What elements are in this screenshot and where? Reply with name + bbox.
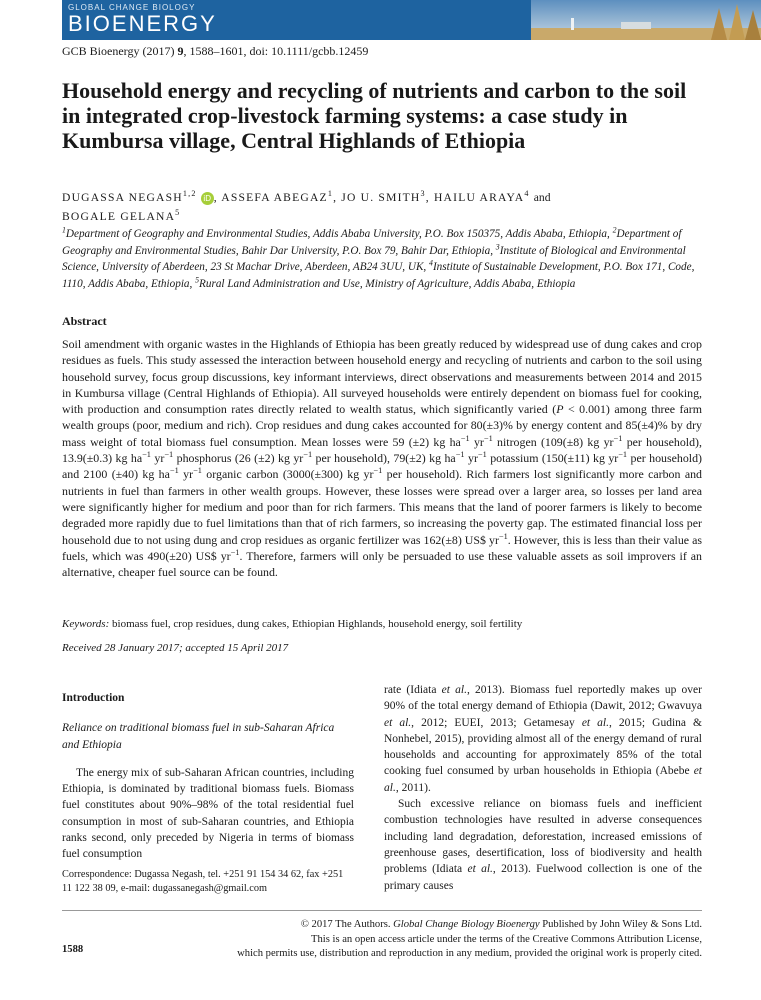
author-list: DUGASSA NEGASH$^{1,2}$ iD , ASSEFA ABEGAZ$^1$, JO U. SMITH$^3$, HAILU ARAYA$^4$ and BOGALE GELANA$^5$ bbox=[62, 189, 551, 223]
affiliation: Institute of Biological and Environmental Science, University of Aberdeen, 23 St Machar Drive, Aberdeen, AB24 3UU, UK, bbox=[62, 244, 686, 274]
received-dates: Received 28 January 2017; accepted 15 April 2017 bbox=[62, 642, 289, 654]
citation-prefix: GCB Bioenergy (2017) bbox=[62, 44, 178, 58]
author-name: JO U. SMITH bbox=[341, 191, 421, 204]
page-number: 1588 bbox=[62, 944, 84, 955]
article-title: Household energy and recycling of nutrients and carbon to the soil in integrated crop-livestock farming systems: a case study in Kumbursa village, Central Highlands of Ethiopia bbox=[62, 78, 687, 153]
citation-volume: 9 bbox=[177, 44, 184, 58]
abstract-body: Soil amendment with organic wastes in the Highlands of Ethiopia has been greatly reduced by widespread use of dung cakes and crop residues as fuels. This study assessed the interaction between household energy and recycling of nutrients and carbon to the soil using household survey, focus group discussions, key informant interviews, direct observations and measurements between 2014 and 2015 in Kumbursa village (Central Highlands of Ethiopia). All surveyed households were entirely dependent on biomass fuel for cooking, with production and consumption rates directly related to wealth status, which significantly varied (P < 0.001) among three farm wealth groups (poor, medium and rich). Crop residues and dung cakes accounted for 80(±3)% by energy content and 85(±4)% by dry mass weight of total biomass fuel consumption. Mean losses were 59 (±2) kg $ha^{-1}$ $yr^{-1}$ nitrogen (109(±8) kg $yr^{-1}$ per household), 13.9(±0.3) kg $ha^{-1}$ $yr^{-1}$ phosphorus (26 (±2) kg $yr^{-1}$ per household), 79(±2) kg $ha^{-1}$ $yr^{-1}$ potassium (150(±11) kg $yr^{-1}$ per household) and 2100 (±40) kg $ha^{-1}$ $yr^{-1}$ organic carbon (3000(±300) kg $yr^{-1}$ per household). Rich farmers lost significantly more carbon and nutrients in fuel than farmers in other wealth groups. However, these losses were spread over a larger area, so losses per land area were significantly higher for medium and poor than for rich farmers. This means that the land of poorer farmers is likely to become degraded more rapidly due to fuel limitations than that of rich farmers, so increasing the poverty gap. The estimated financial loss per household due to not using dung and crop residues as organic fertilizer was 162(±8) US$ $yr^{-1}$. However, this is less than their value as fuels, which was 490(±20) US$ $yr^{-1}$. Therefore, farmers will only be persuaded to use these valuable assets as soil improvers if an alternative, cheaper fuel source can be found. bbox=[62, 337, 702, 580]
affil-mark: 4 bbox=[429, 258, 433, 268]
author-affil-mark: 4 bbox=[524, 189, 530, 199]
keywords bbox=[62, 618, 702, 630]
journal-banner-subtitle: GLOBAL CHANGE BIOLOGY bbox=[68, 3, 196, 12]
author-affil-mark: 1,2 bbox=[182, 189, 197, 199]
section-heading: Introduction bbox=[62, 692, 125, 704]
author-name: HAILU ARAYA bbox=[433, 191, 525, 204]
correspondence: Correspondence: Dugassa Negash, tel. +251 91 154 34 62, fax +251 11 122 38 09, e-mail: dugassanegash@gmail.com bbox=[62, 869, 344, 894]
author-name: ASSEFA ABEGAZ bbox=[221, 191, 328, 204]
body-paragraph: The energy mix of sub-Saharan African countries, including Ethiopia, is dominated by traditional biomass fuels. Biomass fuel constitutes about 90%–98% of the total residential fuel consumption in most of sub-Saharan countries, and Ethiopia ranks second, only preceded by Nigeria in terms of biomass fuel consumption bbox=[62, 766, 354, 861]
author-conjunction: and bbox=[533, 191, 551, 204]
affiliations bbox=[62, 226, 702, 292]
affiliation: Department of Geography and Environmental Studies, Addis Ababa University, P.O. Box 150375, Addis Ababa, Ethiopia, bbox=[65, 228, 610, 240]
keywords-text: biomass fuel, crop residues, dung cakes, Ethiopian Highlands, household energy, soil fertility bbox=[109, 618, 523, 630]
affiliation: Department of Geography and Environmental Studies, Bahir Dar University, P.O. Box 79, Bahir Dar, Ethiopia, bbox=[62, 228, 682, 257]
banner-landscape-image bbox=[531, 0, 761, 40]
author-name: BOGALE GELANA bbox=[62, 210, 176, 223]
affil-mark: 3 bbox=[495, 241, 500, 251]
right-column bbox=[384, 682, 702, 894]
author-affil-mark: 3 bbox=[420, 189, 426, 199]
keywords-label: Keywords: bbox=[62, 618, 110, 630]
citation-line bbox=[62, 44, 368, 59]
affil-mark: 2 bbox=[612, 225, 617, 235]
journal-banner-title: BIOENERGY bbox=[68, 11, 217, 36]
orcid-icon[interactable]: iD bbox=[201, 192, 214, 205]
affil-mark: 1 bbox=[62, 225, 66, 235]
left-column bbox=[62, 690, 354, 863]
author-name: DUGASSA NEGASH bbox=[62, 191, 183, 204]
affiliation: Rural Land Administration and Use, Ministry of Agriculture, Addis Ababa, Ethiopia bbox=[199, 277, 576, 290]
footer-divider bbox=[62, 910, 702, 911]
journal-banner bbox=[62, 0, 761, 40]
citation-suffix: , 1588–1601, doi: 10.1111/gcbb.12459 bbox=[183, 44, 369, 58]
affiliation: Institute of Sustainable Development, P.O. Box 171, Code, 1110, Addis Ababa, Ethiopia, bbox=[62, 261, 695, 290]
copyright-notice: © 2017 The Authors. Global Change Biology Bioenergy Published by John Wiley & Sons Ltd. This is an open access article under the terms of the Creative Commons Attribution License, which permits use, distribution and reproduction in any medium, provided the original work is properly cited. bbox=[160, 918, 702, 962]
subsection-heading: Reliance on traditional biomass fuel in sub-Saharan Africa and Ethiopia bbox=[62, 722, 335, 751]
abstract-heading: Abstract bbox=[62, 314, 107, 328]
body-paragraph: rate (Idiata et al., 2013). Biomass fuel reportedly makes up over 90% of the total energy demand of Ethiopia (Dawit, 2012; Gwavuya et al., 2012; EUEI, 2013; Getamesay et al., 2015; Gudina & Nonhebel, 2015), providing almost all of the energy demand of rural households and accounting for approximately 85% of the total cooking fuel consumed by urban households in Ethiopia (Abebe et al., 2011). bbox=[384, 684, 702, 794]
author-affil-mark: 1 bbox=[327, 189, 334, 199]
license-line: which permits use, distribution and reproduction in any medium, provided the original work is properly cited. bbox=[237, 948, 702, 959]
affil-mark: 5 bbox=[195, 275, 200, 285]
body-paragraph: Such excessive reliance on biomass fuels and inefficient combustion technologies have resulted in adverse consequences including land degradation, deforestation, increased emissions of greenhouse gases, desertification, loss of biodiversity and health problems (Idiata et al., 2013). Fuelwood collection is one of the primary causes bbox=[384, 798, 703, 892]
license-line: This is an open access article under the terms of the Creative Commons Attribution License, bbox=[311, 933, 702, 945]
author-affil-mark: 5 bbox=[175, 208, 181, 218]
